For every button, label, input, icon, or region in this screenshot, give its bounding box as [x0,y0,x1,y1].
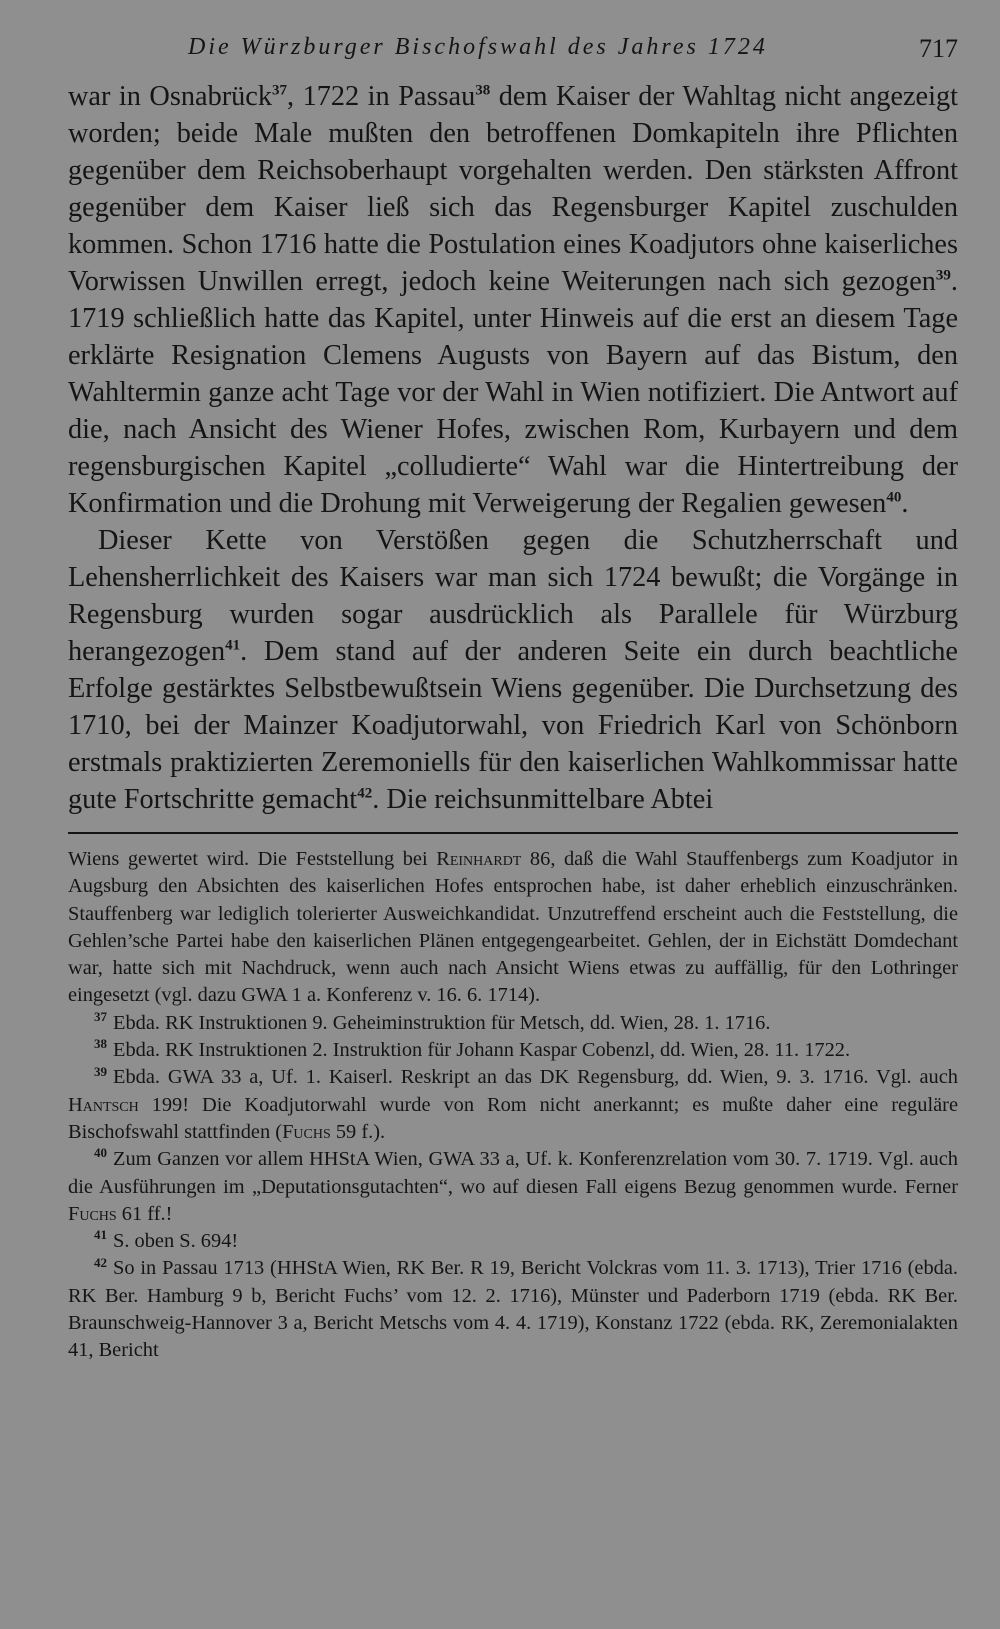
text-run: , 1722 in Passau [287,81,476,112]
footnote-text: S. oben S. 694! [113,1230,239,1253]
footnote-number: 38 [94,1036,107,1052]
text-run: . Die reichsunmittelbare Abtei [372,784,714,815]
footnote-separator [68,832,958,834]
footnote-number: 40 [94,1145,107,1161]
running-title: Die Würzburger Bischofswahl des Jahres 1724 [188,34,768,60]
footnote-41 [68,1228,958,1255]
footnote-39 [68,1064,958,1146]
paragraph-1 [68,78,958,522]
footnote-ref-38: 38 [475,82,491,99]
footnote-ref-37: 37 [272,82,288,99]
footnote-continuation [68,846,958,1010]
text-run: 86, daß die Wahl Stauffenbergs zum Koadjutor in Augsburg den Absichten des kaiserlichen Hofes entsprochen habe, ist daher erheblich einzuschränken. Stauffenberg war lediglich tolerierter Ausweichkandidat. Unzutreffend erscheint auch die Feststellung, die Gehlen’sche Partei habe den kaiserlichen Plänen entgegengearbeitet. Gehlen, der in Eichstätt Domdechant war, hatte sich mit Nachdruck, wenn auch nach Ansicht Wiens etwas zu auffällig, für den Lothringer eingesetzt (vgl. dazu GWA 1 a. Konferenz v. 16. 6. 1714). [68,848,958,1007]
text-run: Wiens gewertet wird. Die Feststellung bei [68,848,437,870]
page-number: 717 [919,34,958,63]
text-run: . 1719 schließlich hatte das Kapitel, unter Hinweis auf die erst an diesem Tage erklärte Resignation Clemens Augusts von Bayern auf das Bistum, den Wahltermin ganze acht Tage vor der Wahl in Wien notifiziert. Die Antwort auf die, nach Ansicht des Wiener Hofes, zwischen Rom, Kurbayern und dem regensburgischen Kapitel „colludierte“ Wahl war die Hintertreibung der Konfirmation und die Drohung mit Verweigerung der Regalien gewesen [68,266,958,519]
author-name: Fuchs [282,1120,331,1143]
footnote-text: So in Passau 1713 (HHStA Wien, RK Ber. R 19, Bericht Volckras vom 11. 3. 1713), Trier 1716 (ebda. RK Ber. Hamburg 9 b, Bericht Fuchs’ vom 12. 2. 1716), Münster und Paderborn 1719 (ebda. RK Ber. Braunschweig-Hannover 3 a, Bericht Metschs vom 4. 4. 1719), Konstanz 1722 (ebda. RK, Zeremonialakten 41, Bericht [68,1257,958,1362]
footnote-ref-41: 41 [225,637,241,654]
text-run: dem Kaiser der Wahltag nicht angezeigt worden; beide Male mußten den betroffenen Domkapiteln ihre Pflichten gegenüber dem Reichsoberhaupt vorgehalten werden. Den stärksten Affront gegenüber dem Kaiser ließ sich das Regensburger Kapitel zuschulden kommen. Schon 1716 hatte die Postulation eines Koadjutors ohne kaiserliches Vorwissen Unwillen erregt, jedoch keine Weiterungen nach sich gezogen [68,81,958,297]
footnote-ref-42: 42 [357,785,373,802]
author-name: Reinhardt [436,848,522,870]
footnote-38 [68,1037,958,1064]
footnote-40 [68,1146,958,1228]
text-run: Ebda. GWA 33 a, Uf. 1. Kaiserl. Reskript an das DK Regensburg, dd. Wien, 9. 3. 1716. Vgl. auch [113,1066,958,1089]
footnote-number: 41 [94,1227,107,1243]
text-run: . [901,488,909,519]
text-run: . Dem stand auf der anderen Seite ein durch beachtliche Erfolge gestärktes Selbstbewußtsein Wiens gegenüber. Die Durchsetzung des 1710, bei der Mainzer Koadjutorwahl, von Friedrich Karl von Schönborn erstmals praktizierten Zeremoniells für den kaiserlichen Wahlkommissar hatte gute Fortschritte gemacht [68,636,958,815]
footnotes [68,846,958,1365]
footnote-ref-39: 39 [935,267,951,284]
footnote-37 [68,1010,958,1037]
paragraph-2 [68,522,958,818]
footnote-text: Ebda. RK Instruktionen 2. Instruktion für Johann Kaspar Cobenzl, dd. Wien, 28. 11. 1722. [113,1039,851,1062]
book-page [68,30,958,1365]
text-run: 199! Die Koadjutorwahl wurde von Rom nicht anerkannt; es mußte daher eine reguläre Bischofswahl stattfinden ( [68,1093,958,1143]
text-run: Dieser Kette von Verstößen gegen die Schutzherrschaft und Lehensherrlichkeit des Kaisers war man sich 1724 bewußt; die Vorgänge in Regensburg wurden sogar ausdrücklich als Parallele für Würzburg herangezogen [68,525,958,667]
text-run: Zum Ganzen vor allem HHStA Wien, GWA 33 a, Uf. k. Konferenzrelation vom 30. 7. 1719. Vgl. auch die Ausführungen im „Deputationsgutachten“, wo auf diesen Fall eigens Bezug genommen wurde. Ferner [68,1148,958,1198]
page-header [68,30,958,70]
footnote-text: Ebda. RK Instruktionen 9. Geheiminstruktion für Metsch, dd. Wien, 28. 1. 1716. [113,1011,771,1034]
text-run: war in Osnabrück [68,81,273,112]
text-run: 59 f.). [330,1120,386,1143]
author-name: Fuchs [68,1202,117,1225]
footnote-ref-40: 40 [886,489,902,506]
footnote-number: 37 [94,1008,107,1024]
footnote-number: 42 [94,1254,107,1270]
footnote-number: 39 [94,1063,107,1079]
footnote-42 [68,1255,958,1364]
text-run: 61 ff.! [116,1202,173,1225]
author-name: Hantsch [68,1093,139,1116]
main-text [68,78,958,818]
